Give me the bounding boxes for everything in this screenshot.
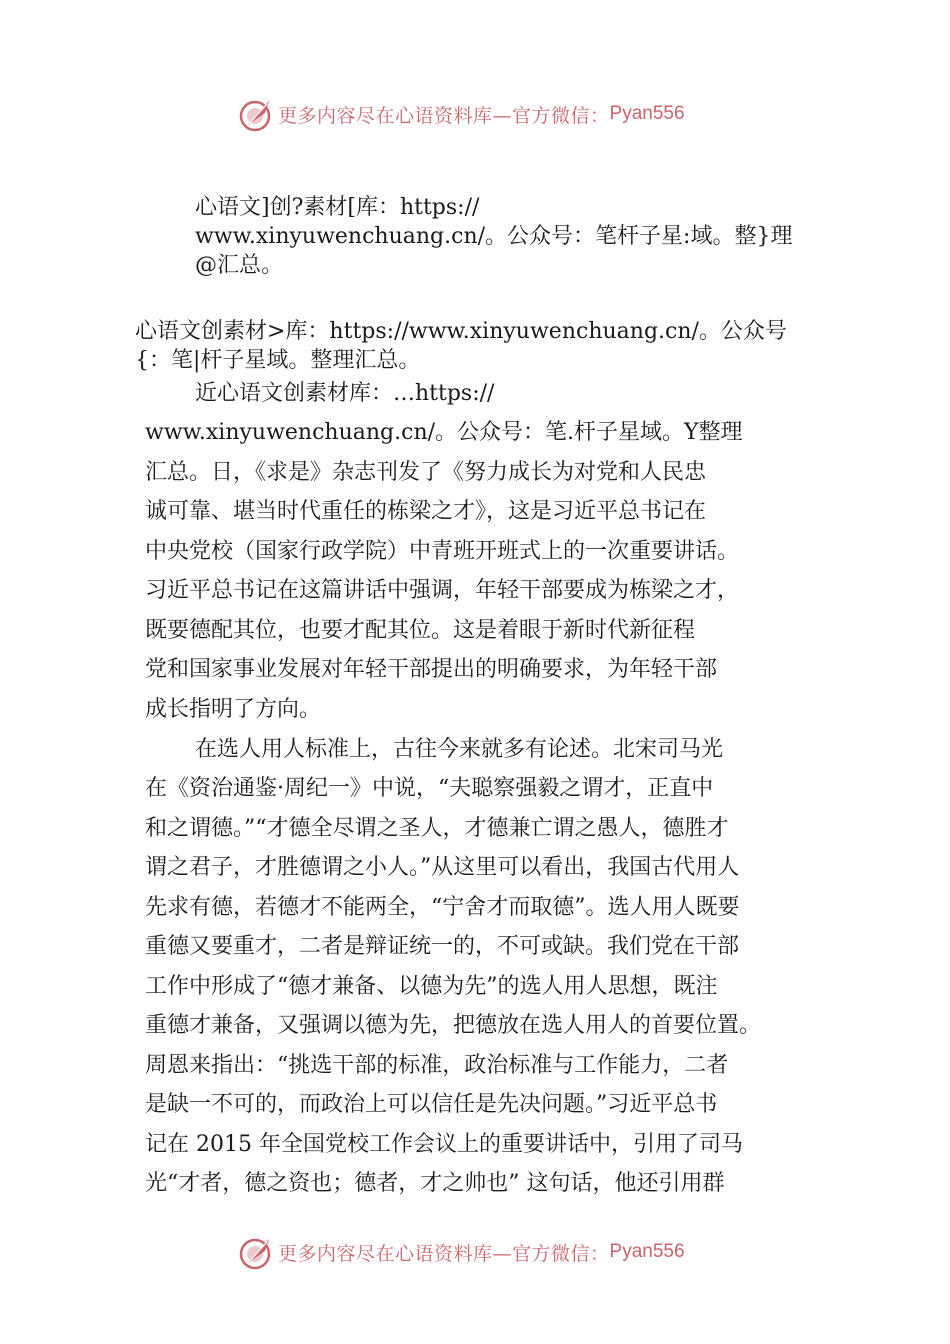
banner-wechat-id: Pyan556 — [609, 103, 685, 124]
text-line: 在选人用人标准上，古往今来就多有论述。北宋司马光 — [195, 737, 724, 762]
text-line: 在《资治通鉴·周纪一》中说，“夫聪察强毅之谓才，正直中 — [145, 776, 714, 801]
text-line: 心语文创素材>库：https://www.xinyuwenchuang.cn/。公众号 — [135, 319, 787, 344]
text-line: 中央党校（国家行政学院）中青班开班式上的一次重要讲话。 — [145, 539, 740, 564]
text-line: 习近平总书记在这篇讲话中强调，年轻干部要成为栋梁之才， — [145, 578, 740, 603]
text-line: 心语文]创?素材[库：https:// — [195, 195, 480, 220]
text-line: 谓之君子，才胜德谓之小人。”从这里可以看出，我国古代用人 — [145, 855, 740, 880]
quill-logo-icon — [238, 95, 276, 133]
text-line: 光“才者，德之资也；德者，才之帅也” 这句话，他还引用群 — [145, 1171, 725, 1196]
text-line: 记在 2015 年全国党校工作会议上的重要讲话中，引用了司马 — [145, 1132, 743, 1157]
text-line: 重德才兼备，又强调以德为先，把德放在选人用人的首要位置。 — [145, 1013, 762, 1038]
quill-logo-icon — [238, 1233, 276, 1271]
banner-wechat-id: Pyan556 — [609, 1241, 685, 1262]
footer-banner — [238, 1232, 758, 1272]
text-line: 先求有德，若德才不能两全，“宁舍才而取德”。选人用人既要 — [145, 895, 740, 920]
text-line: {：笔|杆子星域。整理汇总。 — [135, 348, 421, 373]
text-line: 成长指明了方向。 — [145, 697, 322, 722]
text-line: 党和国家事业发展对年轻干部提出的明确要求，为年轻干部 — [145, 657, 718, 682]
banner-brand-text: 更多内容尽在心语资料库—官方微信： — [278, 104, 610, 127]
text-line: 工作中形成了“德才兼备、以德为先”的选人用人思想，既注 — [145, 974, 718, 999]
text-line: 和之谓德。”“才德全尽谓之圣人，才德兼亡谓之愚人，德胜才 — [145, 816, 729, 841]
text-line: 是缺一不可的，而政治上可以信任是先决问题。”习近平总书 — [145, 1092, 718, 1117]
text-line: 诚可靠、堪当时代重任的栋梁之才》，这是习近平总书记在 — [145, 499, 707, 524]
banner-brand-text: 更多内容尽在心语资料库—官方微信： — [278, 1242, 610, 1265]
text-line: www.xinyuwenchuang.cn/。公众号：笔.杆子星域。Y整理 — [145, 420, 743, 445]
text-line: 既要德配其位，也要才配其位。这是着眼于新时代新征程 — [145, 618, 696, 643]
text-line: 重德又要重才，二者是辩证统一的，不可或缺。我们党在干部 — [145, 934, 740, 959]
text-line: 周恩来指出：“挑选干部的标准，政治标准与工作能力，二者 — [145, 1053, 729, 1078]
text-line: 近心语文创素材库：…https:// — [195, 381, 495, 406]
header-banner — [238, 94, 758, 134]
text-line: www.xinyuwenchuang.cn/。公众号：笔杆子星:域。整}理 — [195, 224, 793, 249]
text-line: @汇总。 — [195, 253, 284, 278]
text-line: 汇总。日，《求是》杂志刊发了《努力成长为对党和人民忠 — [145, 460, 707, 485]
